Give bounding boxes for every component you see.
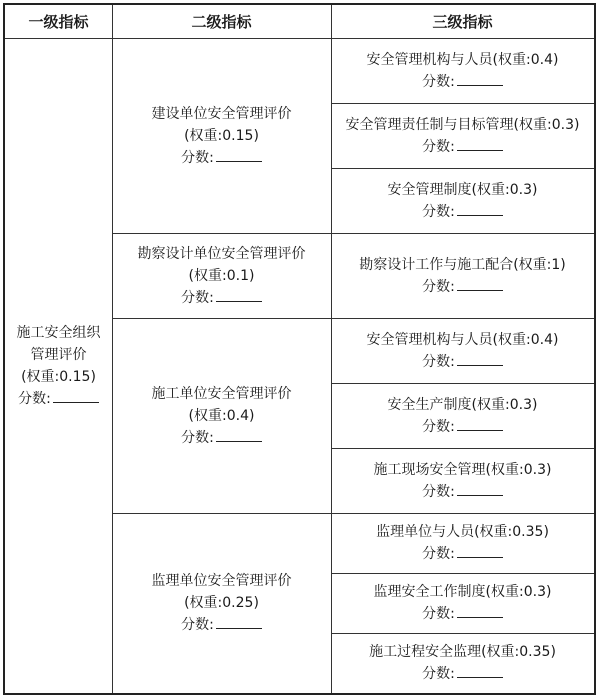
score-label: 分数: <box>422 73 455 90</box>
level3-title: 安全生产制度(权重:0.3) <box>387 396 538 413</box>
score-label: 分数: <box>422 278 455 295</box>
level3-score <box>422 351 503 373</box>
score-blank <box>457 136 503 151</box>
level3-score <box>422 603 503 625</box>
level3-cell <box>331 573 594 633</box>
level1-title-line2: 管理评价 <box>30 346 87 363</box>
level3-score <box>422 276 503 298</box>
score-label: 分数: <box>181 429 214 446</box>
level2-score <box>181 427 262 449</box>
header-level2 <box>112 5 331 38</box>
score-label: 分数: <box>422 546 455 562</box>
level3-score <box>422 201 503 223</box>
level2-weight: (权重:0.1) <box>188 267 255 284</box>
level3-title: 监理安全工作制度(权重:0.3) <box>373 584 552 600</box>
score-blank <box>216 614 262 629</box>
score-blank <box>457 603 503 618</box>
level2-score <box>181 287 262 309</box>
score-blank <box>216 427 262 442</box>
level2-cell <box>112 318 331 513</box>
score-label: 分数: <box>422 483 455 500</box>
level3-score <box>422 481 503 503</box>
level2-weight: (权重:0.15) <box>184 127 259 144</box>
score-label: 分数: <box>18 390 51 407</box>
level3-score <box>422 663 503 685</box>
score-blank <box>457 543 503 558</box>
header-level3-label: 三级指标 <box>432 12 493 31</box>
score-blank <box>457 201 503 216</box>
level2-title: 监理单位安全管理评价 <box>151 573 292 589</box>
level3-cell <box>331 513 594 573</box>
level3-title: 勘察设计工作与施工配合(权重:1) <box>359 256 566 273</box>
level3-cell <box>331 633 594 693</box>
level3-score <box>422 416 503 438</box>
level2-cell <box>112 513 331 693</box>
level1-cell <box>5 38 112 693</box>
level3-title: 施工过程安全监理(权重:0.35) <box>369 644 556 660</box>
level1-score <box>18 388 99 410</box>
score-blank <box>457 351 503 366</box>
level2-score <box>181 614 262 636</box>
score-label: 分数: <box>422 666 455 682</box>
level3-title: 监理单位与人员(权重:0.35) <box>376 524 549 540</box>
score-blank <box>216 147 262 162</box>
score-blank <box>53 388 99 403</box>
level2-cell <box>112 38 331 233</box>
score-label: 分数: <box>181 617 214 633</box>
level3-cell <box>331 38 594 103</box>
score-label: 分数: <box>181 149 214 166</box>
header-level2-label: 二级指标 <box>191 12 252 31</box>
level2-weight: (权重:0.25) <box>184 595 259 611</box>
level1-weight: (权重:0.15) <box>21 368 96 385</box>
score-label: 分数: <box>181 289 214 306</box>
level3-score <box>422 71 503 93</box>
score-label: 分数: <box>422 203 455 220</box>
header-level3 <box>331 5 594 38</box>
level3-title: 安全管理机构与人员(权重:0.4) <box>366 51 559 68</box>
header-level1-label: 一级指标 <box>28 12 89 31</box>
level3-cell <box>331 383 594 448</box>
level3-score <box>422 543 503 565</box>
level3-cell <box>331 168 594 233</box>
score-blank <box>457 663 503 678</box>
level2-title: 建设单位安全管理评价 <box>151 105 292 122</box>
score-label: 分数: <box>422 606 455 622</box>
level1-title-line1: 施工安全组织 <box>16 324 101 341</box>
score-blank <box>457 71 503 86</box>
evaluation-table <box>3 3 596 695</box>
score-label: 分数: <box>422 418 455 435</box>
level3-title: 安全管理制度(权重:0.3) <box>387 181 538 198</box>
score-blank <box>216 287 262 302</box>
level3-cell <box>331 318 594 383</box>
score-blank <box>457 416 503 431</box>
score-blank <box>457 276 503 291</box>
level2-title: 勘察设计单位安全管理评价 <box>137 245 306 262</box>
level3-cell <box>331 103 594 168</box>
header-level1 <box>5 5 112 38</box>
level2-title: 施工单位安全管理评价 <box>151 385 292 402</box>
level3-title: 安全管理机构与人员(权重:0.4) <box>366 331 559 348</box>
score-label: 分数: <box>422 138 455 155</box>
level2-cell <box>112 233 331 318</box>
level3-title: 施工现场安全管理(权重:0.3) <box>373 461 552 478</box>
level3-score <box>422 136 503 158</box>
score-label: 分数: <box>422 353 455 370</box>
level3-cell <box>331 448 594 513</box>
score-blank <box>457 481 503 496</box>
level2-score <box>181 147 262 169</box>
level3-title: 安全管理责任制与目标管理(权重:0.3) <box>345 116 580 133</box>
level3-cell <box>331 233 594 318</box>
level2-weight: (权重:0.4) <box>188 407 255 424</box>
